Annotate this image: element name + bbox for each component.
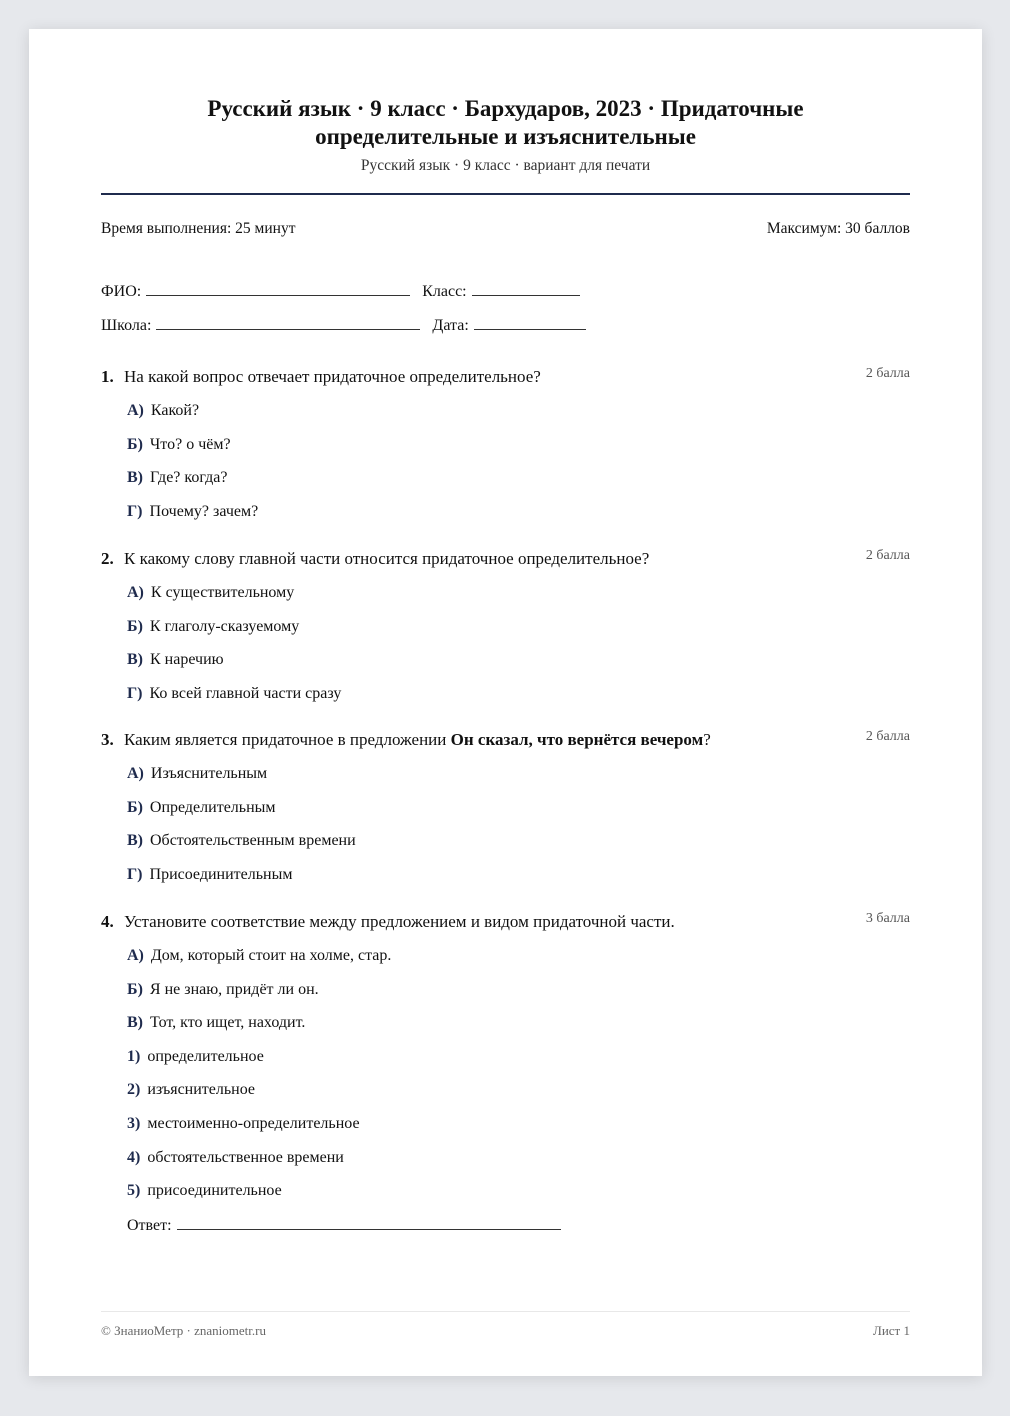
option-number: 2) xyxy=(127,1081,141,1099)
option-a[interactable] xyxy=(127,764,910,798)
header-divider xyxy=(101,193,910,195)
option-v[interactable] xyxy=(127,468,910,502)
question-points: 2 балла xyxy=(865,366,910,381)
option-v[interactable] xyxy=(127,831,910,865)
school-blank[interactable] xyxy=(156,315,420,330)
option-text: Где? когда? xyxy=(150,469,228,487)
option-text: Что? о чём? xyxy=(149,435,231,453)
student-fields-row-1 xyxy=(101,281,592,301)
option-letter: В) xyxy=(127,1014,143,1032)
question-1 xyxy=(101,366,910,535)
question-3 xyxy=(101,729,910,898)
option-a[interactable] xyxy=(127,583,910,617)
option-text: К глаголу-сказуемому xyxy=(149,617,300,635)
option-number: 1) xyxy=(127,1047,141,1065)
option-text: Почему? зачем? xyxy=(149,502,259,520)
question-number: 4. xyxy=(101,912,114,931)
option-letter: Б) xyxy=(127,980,143,998)
option-b[interactable] xyxy=(127,798,910,832)
fio-blank[interactable] xyxy=(146,281,410,296)
type-5 xyxy=(127,1181,910,1215)
question-4 xyxy=(101,911,910,1235)
footer-divider xyxy=(101,1311,910,1312)
question-sentence: Он сказал, что вернётся вечером xyxy=(450,730,704,749)
page-title: Русский язык · 9 класс · Бархударов, 2023 · Придаточные определительные и изъяснительные xyxy=(207,96,804,149)
option-a[interactable] xyxy=(127,401,910,435)
question-number: 2. xyxy=(101,549,114,568)
option-number: 3) xyxy=(127,1114,141,1132)
option-number: 5) xyxy=(127,1182,141,1200)
class-label: Класс: xyxy=(422,283,467,300)
option-text: Я не знаю, придёт ли он. xyxy=(149,980,319,998)
option-text: Дом, который стоит на холме, стар. xyxy=(150,947,392,964)
option-text: местоименно-определительное xyxy=(147,1114,360,1132)
question-number: 3. xyxy=(101,730,114,749)
option-text: К существительному xyxy=(150,584,295,601)
question-points: 3 балла xyxy=(865,911,910,926)
footer-copyright: © ЗнаниоМетр · znaniometr.ru xyxy=(101,1323,266,1338)
question-points: 2 балла xyxy=(865,548,910,563)
type-2 xyxy=(127,1080,910,1114)
sentence-a xyxy=(127,946,910,980)
fio-label: ФИО: xyxy=(101,283,142,300)
option-letter: А) xyxy=(127,402,144,419)
option-letter: В) xyxy=(127,651,143,669)
question-header xyxy=(101,366,910,388)
question-header xyxy=(101,548,910,570)
options-list xyxy=(127,401,910,535)
option-g[interactable] xyxy=(127,502,910,536)
option-text: Изъяснительным xyxy=(150,765,268,782)
answer-row xyxy=(127,1215,910,1235)
question-text: На какой вопрос отвечает придаточное определительное? xyxy=(124,367,541,386)
type-4 xyxy=(127,1148,910,1182)
option-letter: Г) xyxy=(127,684,143,702)
worksheet-page xyxy=(29,29,982,1376)
option-text: Тот, кто ищет, находит. xyxy=(150,1014,306,1032)
option-letter: А) xyxy=(127,765,144,782)
option-text: обстоятельственное времени xyxy=(147,1148,344,1166)
option-letter: Б) xyxy=(127,798,143,816)
option-letter: Б) xyxy=(127,617,143,635)
sentence-v xyxy=(127,1013,910,1047)
date-label: Дата: xyxy=(432,317,469,334)
date-blank[interactable] xyxy=(474,315,586,330)
type-1 xyxy=(127,1047,910,1081)
type-3 xyxy=(127,1114,910,1148)
option-text: Ко всей главной части сразу xyxy=(149,684,342,702)
option-b[interactable] xyxy=(127,435,910,469)
option-letter: В) xyxy=(127,469,143,487)
option-text: присоединительное xyxy=(147,1182,282,1200)
answer-blank[interactable] xyxy=(177,1215,561,1230)
option-letter: А) xyxy=(127,947,144,964)
footer-sheet-number: Лист 1 xyxy=(873,1323,910,1338)
option-text: К наречию xyxy=(150,651,224,669)
option-g[interactable] xyxy=(127,865,910,899)
time-limit: Время выполнения: 25 минут xyxy=(101,220,296,237)
option-letter: Г) xyxy=(127,502,143,520)
option-text: Какой? xyxy=(150,402,200,419)
question-header xyxy=(101,729,910,751)
question-header xyxy=(101,911,910,933)
option-g[interactable] xyxy=(127,684,910,718)
option-letter: Б) xyxy=(127,435,143,453)
class-blank[interactable] xyxy=(472,281,580,296)
option-b[interactable] xyxy=(127,617,910,651)
question-text-before: Каким является придаточное в предложении xyxy=(124,730,451,749)
max-score: Максимум: 30 баллов xyxy=(766,220,910,237)
option-text: изъяснительное xyxy=(147,1081,256,1099)
option-text: Определительным xyxy=(149,798,276,816)
question-text: К какому слову главной части относится придаточное определительное? xyxy=(124,549,650,568)
question-points: 2 балла xyxy=(865,729,910,744)
question-text xyxy=(124,729,910,751)
question-text-after: ? xyxy=(703,730,711,749)
option-number: 4) xyxy=(127,1148,141,1166)
question-number: 1. xyxy=(101,367,114,386)
option-letter: В) xyxy=(127,832,143,850)
student-fields-row-2 xyxy=(101,315,598,335)
school-label: Школа: xyxy=(101,317,152,334)
option-text: Присоединительным xyxy=(149,865,293,883)
question-text: Установите соответствие между предложением и видом придаточной части. xyxy=(124,912,675,931)
option-v[interactable] xyxy=(127,650,910,684)
matching-list xyxy=(127,946,910,1215)
options-list xyxy=(127,764,910,898)
page-subtitle: Русский язык · 9 класс · вариант для печати xyxy=(360,157,651,174)
option-text: Обстоятельственным времени xyxy=(150,832,356,850)
question-2 xyxy=(101,548,910,717)
answer-label: Ответ: xyxy=(127,1216,172,1234)
options-list xyxy=(127,583,910,717)
option-text: определительное xyxy=(147,1047,264,1065)
sentence-b xyxy=(127,980,910,1014)
option-letter: Г) xyxy=(127,865,143,883)
option-letter: А) xyxy=(127,584,144,601)
